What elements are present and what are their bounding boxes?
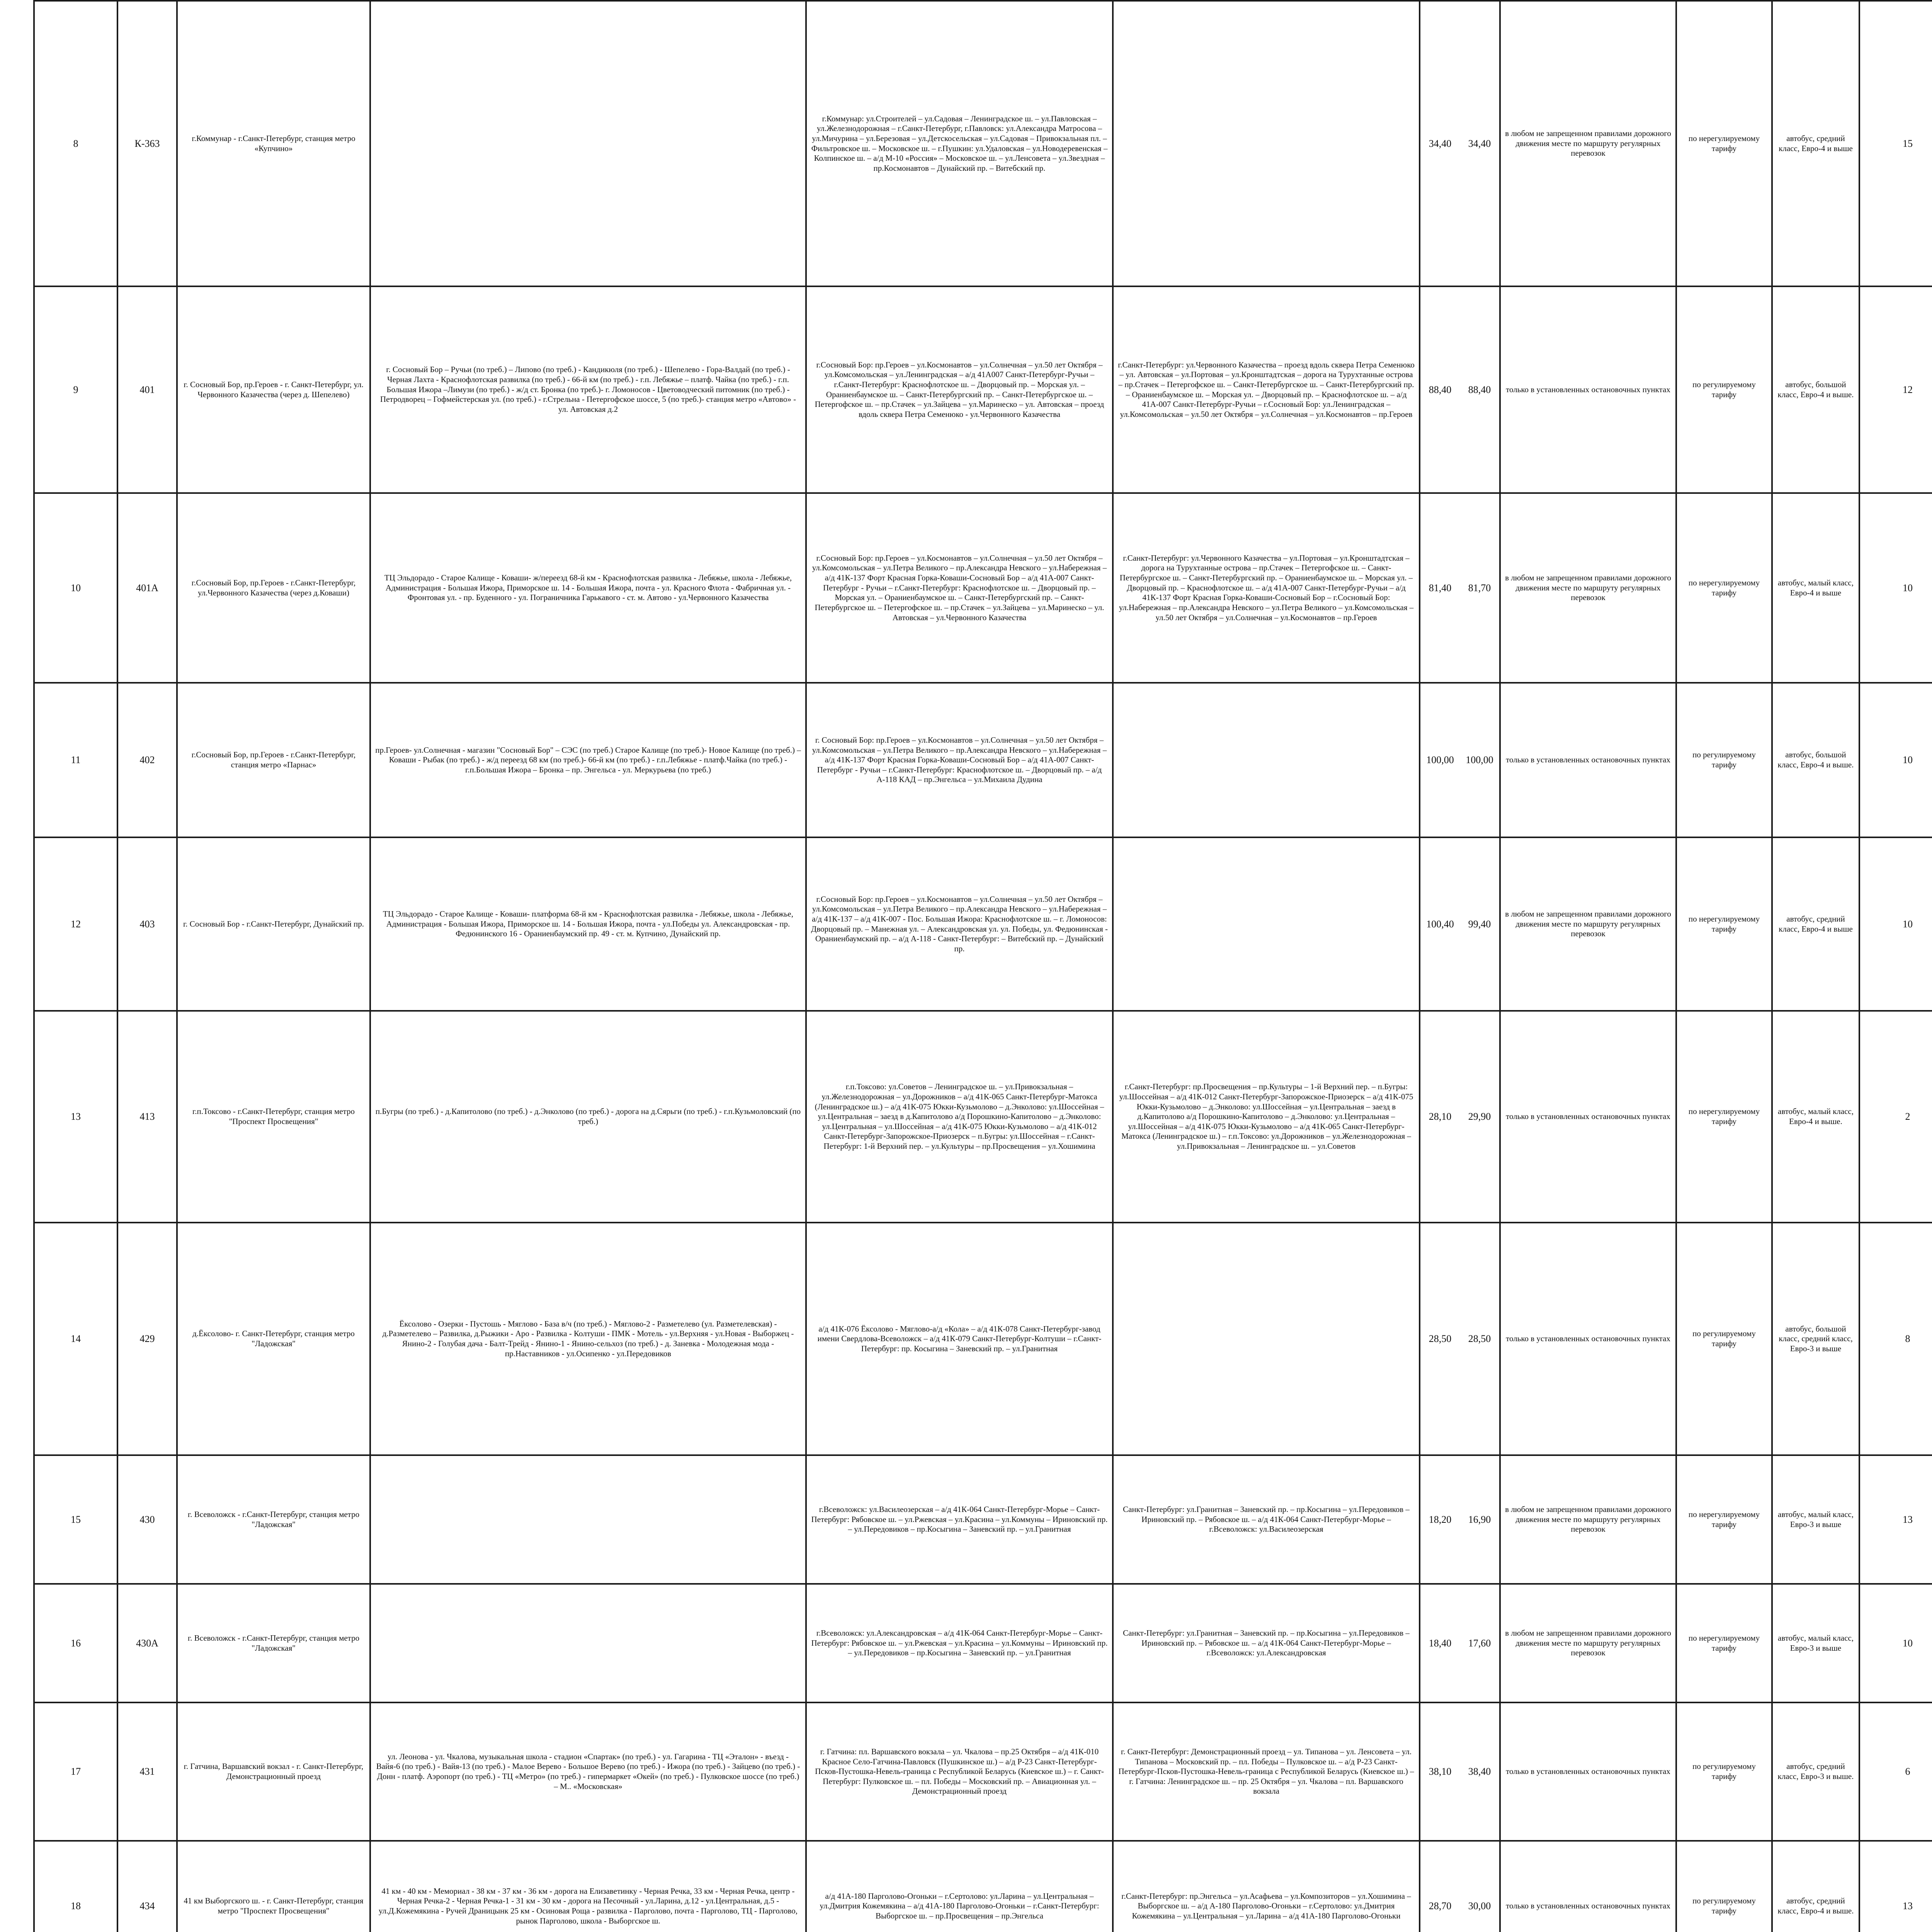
intermediate-stops: г. Сосновый Бор – Ручьи (по треб.) – Липово (по треб.) - Кандикюля (по треб.) - Шепелево - Гора-Валдай (по треб.) - Черная Лахта - Краснофлотская развилка (по треб.) - 66-й км (по треб.) - г.п. Лебяжье – платф. Чайка (по треб.) - г.п. Большая Ижора –Лимузи (по треб.) - ж/д ст. Бронка (по треб.)- г. Ломоносов - Цветоводческий питомник (по треб.) - Петродворец – Гофмейстерская ул. (по треб.) - г.Стрельна - Петергофское шоссе, 5 (по треб.)- станция метро «Автово» - ул. Автовская д.2 [370,286,806,493]
row-number: 8 [34,1,117,286]
streets-forward: г.п.Токсово: ул.Советов – Ленинградское ш. – ул.Привокзальная – ул.Железнодорожная – ул.Дорожников – а/д 41К-065 Санкт-Петербург-Матокса (Ленинградское ш.) – а/д 41К-075 Юкки-Кузьмолово – д.Энколово: ул.Шоссейная – ул.Центральная – заезд в д.Капитолово а/д Порошкино-Капитолово – д.Энколово: ул.Центральная – ул.Шоссейная – а/д 41К-075 Юкки-Кузьмолово – а/д 41К-012 Санкт-Петербург-Запорожское-Приозерск – п.Бугры: ул.Шоссейная – г.Санкт-Петербург: 1-й Верхний пер. – ул.Культуры – пр.Просвещения – ул.Хошимина [806,1011,1113,1223]
streets-backward [1113,1223,1420,1455]
row-number: 16 [34,1584,117,1702]
streets-forward: а/д 41А-180 Парголово-Огоньки – г.Сертолово: ул.Ларина – ул.Центральная – ул.Дмитрия Кожемякина – а/д 41А-180 Парголово-Огоньки – г.Санкт-Петербург: Выборгское ш. – пр.Просвещения – пр.Энгельса [806,1841,1113,1932]
streets-backward: г. Санкт-Петербург: Демонстрационный проезд – ул. Типанова – ул. Ленсовета – ул. Типанова – Московский пр. – пл. Победы – Пулковское ш. – а/д Р-23 Санкт-Петербург-Псков-Пустошка-Невель-граница с Республикой Беларусь (Киевское ш.) – г. Гатчина: Ленинградское ш. – пр. 25 Октября – ул. Чкалова – пл. Варшавского вокзала [1113,1702,1420,1841]
length-backward: 28,50 [1460,1223,1500,1455]
route-number: 431 [117,1702,177,1841]
intermediate-stops: ТЦ Эльдорадо - Старое Калище - Коваши- ж/переезд 68-й км - Краснофлотская развилка - Лебяжье, школа - Лебяжье, Администрация - Большая Ижора, Приморское ш. 14 - Большая Ижора, почта - ул. Красного Флота - Фабричная ул. - Фронтовая ул. - пр. Буденного - ул. Пограничника Гарькавого - ст. м. Автово - ул.Червонного Казачества [370,493,806,683]
table-row [34,1702,1932,1841]
table-row [34,1455,1932,1584]
streets-backward: г.Санкт-Петербург: ул.Червонного Казачества – проезд вдоль сквера Петра Семенюко – ул. Автовская – ул.Портовая – ул.Кронштадтская – дорога на Турухтанные острова – пр.Стачек – Петергофское ш. – Санкт-Петербургское ш. – Санкт-Петербургский пр. – Ораниенбаумское ш. – Морская ул. – Дворцовый пр. – Краснофлотское ш. – а/д 41А-007 Санкт-Петербург-Ручьи – г.Сосновый Бор: ул.Ленинградская – ул.Комсомольская – ул.50 лет Октября – ул.Солнечная – ул.Космонавтов – пр.Героев [1113,286,1420,493]
tariff-type: по регулируемому тарифу [1676,1223,1772,1455]
boarding-order: в любом не запрещенном правилами дорожного движения месте по маршруту регулярных перевозок [1500,1584,1676,1702]
route-name: г. Всеволожск - г.Санкт-Петербург, станция метро "Ладожская" [177,1584,370,1702]
length-backward: 34,40 [1460,1,1500,286]
streets-forward: г. Гатчина: пл. Варшавского вокзала – ул. Чкалова – пр.25 Октября – а/д 41К-010 Красное Село-Гатчина-Павловск (Пушкинское ш.) – а/д Р-23 Санкт-Петербург-Псков-Пустошка-Невель-граница с Республикой Беларусь (Киевское ш.) – г. Санкт-Петербург: Пулковское ш. – пл. Победы – Московский пр. – Авиационная ул. – Демонстрационный проезд [806,1702,1113,1841]
route-number: 434 [117,1841,177,1932]
length-forward: 81,40 [1420,493,1460,683]
route-name: г.Коммунар - г.Санкт-Петербург, станция метро «Купчино» [177,1,370,286]
vehicle-class: автобус, большой класс, Евро-4 и выше. [1772,286,1859,493]
boarding-order: только в установленных остановочных пунктах [1500,286,1676,493]
vehicle-count: 15 [1859,1,1932,286]
length-forward: 100,00 [1420,683,1460,837]
streets-forward: г.Сосновый Бор: пр.Героев – ул.Космонавтов – ул.Солнечная – ул.50 лет Октября – ул.Комсомольская – ул.Петра Великого – пр.Александра Невского – ул.Набережная – а/д 41К-137 – а/д 41К-007 - Пос. Большая Ижора: Краснофлотское ш. – г. Ломоносов: Дворцовый пр. – Манежная ул. – Александровская ул. ул. Победы, ул. Федюнинская - Ораниенбаумский пр. – а/д А-118 - Санкт-Петербург: – Витебский пр. – Дунайский пр. [806,837,1113,1011]
intermediate-stops: Ёксолово - Озерки - Пустошь - Мяглово - База в/ч (по треб.) - Мяглово-2 - Разметелево (ул. Разметелевская) - д.Разметелево – Развилка, д.Рыжики - Аро - Развилка - Колтуши - ПМК - Мотель - ул.Верхняя - ул.Новая - Выборжец - Янино-2 - Голубая дача - Балт-Трейд - Янино-1 - Янино-сельхоз (по треб.) - д. Заневка - Молодежная мода - пр.Наставников - ул.Осипенко - ул.Передовиков [370,1223,806,1455]
vehicle-class: автобус, средний класс, Евро-4 и выше [1772,837,1859,1011]
vehicle-class: автобус, средний класс, Евро-3 и выше. [1772,1702,1859,1841]
vehicle-class: автобус, малый класс, Евро-4 и выше. [1772,1011,1859,1223]
route-name: г.Сосновый Бор, пр.Героев - г.Санкт-Петербург, ул.Червонного Казачества (через д.Коваши) [177,493,370,683]
streets-forward: г.Коммунар: ул.Строителей – ул.Садовая – Ленинградское ш. – ул.Павловская – ул.Железнодорожная – г.Санкт-Петербург, г.Павловск: ул.Александра Матросова – ул.Мичурина – ул.Березовая – ул.Детскосельская – ул.Садовая – Привокзальная пл. – Фильтровское ш. – Московское ш. – г.Пушкин: ул.Удаловская – ул.Новодеревенская – Колпинское ш. – а/д М-10 «Россия» – Московское ш. – ул.Ленсовета – ул.Звездная – пр.Космонавтов – Дунайский пр. – Витебский пр. [806,1,1113,286]
streets-forward: а/д 41К-076 Ёксолово - Мяглово-а/д «Кола» – а/д 41К-078 Санкт-Петербург-завод имени Свердлова-Всеволожск – а/д 41К-079 Санкт-Петербург-Колтуши – г.Санкт-Петербург: пр. Косыгина – Заневский пр. – ул.Гранитная [806,1223,1113,1455]
route-number: 403 [117,837,177,1011]
table-row [34,286,1932,493]
vehicle-count: 12 [1859,286,1932,493]
tariff-type: по нерегулируемому тарифу [1676,493,1772,683]
tariff-type: по регулируемому тарифу [1676,1702,1772,1841]
streets-backward: Санкт-Петербург: ул.Гранитная – Заневский пр. – пр.Косыгина – ул.Передовиков – Ириновский пр. – Рябовское ш. – а/д 41К-064 Санкт-Петербург-Морье – г.Всеволожск: ул.Александровская [1113,1584,1420,1702]
boarding-order: в любом не запрещенном правилами дорожного движения месте по маршруту регулярных перевозок [1500,493,1676,683]
vehicle-class: автобус, большой класс, средний класс, Евро-3 и выше [1772,1223,1859,1455]
route-name: г. Сосновый Бор - г.Санкт-Петербург, Дунайский пр. [177,837,370,1011]
tariff-type: по нерегулируемому тарифу [1676,1455,1772,1584]
route-name: г.Сосновый Бор, пр.Героев - г.Санкт-Петербург, станция метро «Парнас» [177,683,370,837]
length-backward: 17,60 [1460,1584,1500,1702]
route-number: 402 [117,683,177,837]
table-row [34,1,1932,286]
intermediate-stops: пр.Героев- ул.Солнечная - магазин "Сосновый Бор" – СЭС (по треб.) Старое Калище (по треб.)- Новое Калище (по треб.) – Коваши - Рыбак (по треб.) - ж/д переезд 68 км (по треб.)- 66-й км (по треб.) - г.п.Лебяжье - платф.Чайка (по треб.) - г.п.Большая Ижора – Бронка – пр. Энгельса - ул. Меркурьева (по треб.) [370,683,806,837]
tariff-type: по нерегулируемому тарифу [1676,1,1772,286]
route-number: 413 [117,1011,177,1223]
vehicle-class: автобус, малый класс, Евро-3 и выше [1772,1584,1859,1702]
vehicle-class: автобус, средний класс, Евро-4 и выше. [1772,1841,1859,1932]
route-number: 430 [117,1455,177,1584]
streets-forward: г.Всеволожск: ул.Александровская – а/д 41К-064 Санкт-Петербург-Морье – Санкт-Петербург: Рябовское ш. – ул.Ржевская – ул.Красина – ул.Коммуны – Ириновский пр. – ул.Передовиков – пр.Косыгина – Заневский пр. – ул.Гранитная [806,1584,1113,1702]
streets-backward: г.Санкт-Петербург: ул.Червонного Казачества – ул.Портовая – ул.Кронштадтская – дорога на Турухтанные острова – пр.Стачек – Петергофское ш. – Санкт-Петербургское ш. – Санкт-Петербургский пр. – Ораниенбаумское ш. – Морская ул. – Дворцовый пр. – Краснофлотское ш. – а/д 41А-007 Санкт-Петербург-Ручьи – а/д 41К-137 Форт Красная Горка-Коваши-Сосновый Бор – г.Сосновый Бор: ул.Набережная – пр.Александра Невского – ул.Петра Великого – ул.Комсомольская – ул.50 лет Октября – ул.Солнечная – ул.Космонавтов – пр.Героев [1113,493,1420,683]
route-name: д.Ёксолово- г. Санкт-Петербург, станция метро "Ладожская" [177,1223,370,1455]
row-number: 10 [34,493,117,683]
vehicle-count: 2 [1859,1011,1932,1223]
vehicle-class: автобус, малый класс, Евро-3 и выше [1772,1455,1859,1584]
intermediate-stops [370,1455,806,1584]
vehicle-class: автобус, большой класс, Евро-4 и выше. [1772,683,1859,837]
intermediate-stops [370,1584,806,1702]
length-forward: 34,40 [1420,1,1460,286]
route-number: 430А [117,1584,177,1702]
vehicle-class: автобус, малый класс, Евро-4 и выше [1772,493,1859,683]
row-number: 9 [34,286,117,493]
vehicle-count: 13 [1859,1841,1932,1932]
length-forward: 100,40 [1420,837,1460,1011]
route-name: г. Гатчина, Варшавский вокзал - г. Санкт-Петербург, Демонстрационный проезд [177,1702,370,1841]
streets-forward: г. Сосновый Бор: пр.Героев – ул.Космонавтов – ул.Солнечная – ул.50 лет Октября – ул.Комсомольская – ул.Петра Великого – пр.Александра Невского – ул.Набережная – а/д 41К-137 Форт Красная Горка-Коваши-Сосновый Бор – а/д 41А-007 Санкт-Петербург - Ручьи – г.Санкт-Петербург: Краснофлотское ш. – Дворцовый пр. – а/д А-118 КАД – пр.Энгельса – ул.Михаила Дудина [806,683,1113,837]
route-name: г. Сосновый Бор, пр.Героев - г. Санкт-Петербург, ул. Червонного Казачества (через д. Шепелево) [177,286,370,493]
length-forward: 18,40 [1420,1584,1460,1702]
length-backward: 99,40 [1460,837,1500,1011]
boarding-order: только в установленных остановочных пунктах [1500,1223,1676,1455]
row-number: 17 [34,1702,117,1841]
boarding-order: только в установленных остановочных пунктах [1500,683,1676,837]
length-backward: 16,90 [1460,1455,1500,1584]
length-backward: 81,70 [1460,493,1500,683]
streets-forward: г.Сосновый Бор: пр.Героев – ул.Космонавтов – ул.Солнечная – ул.50 лет Октября – ул.Комсомольская – ул.Ленинградская – а/д 41А007 Санкт-Петербург-Ручьи – г.Санкт-Петербург: Краснофлотское ш. – Дворцовый пр. – Морская ул. – Ораниенбаумское ш. – Санкт-Петербургский пр. – Санкт-Петербургское ш. – Петергофское ш. – пр.Стачек – ул.Зайцева – ул.Маринеско – ул. Автовская – проезд вдоль сквера Петра Семенюко - ул.Червонного Казачества [806,286,1113,493]
length-forward: 28,50 [1420,1223,1460,1455]
tariff-type: по нерегулируемому тарифу [1676,1584,1772,1702]
length-forward: 28,10 [1420,1011,1460,1223]
table-row [34,1011,1932,1223]
length-backward: 100,00 [1460,683,1500,837]
vehicle-count: 10 [1859,837,1932,1011]
row-number: 18 [34,1841,117,1932]
boarding-order: в любом не запрещенном правилами дорожного движения месте по маршруту регулярных перевозок [1500,837,1676,1011]
length-backward: 88,40 [1460,286,1500,493]
boarding-order: только в установленных остановочных пунктах [1500,1702,1676,1841]
table-row [34,1584,1932,1702]
row-number: 15 [34,1455,117,1584]
table-row [34,683,1932,837]
vehicle-count: 10 [1859,683,1932,837]
tariff-type: по нерегулируемому тарифу [1676,1011,1772,1223]
vehicle-count: 10 [1859,1584,1932,1702]
boarding-order: в любом не запрещенном правилами дорожного движения месте по маршруту регулярных перевозок [1500,1455,1676,1584]
route-name: 41 км Выборгского ш. - г. Санкт-Петербург, станция метро "Проспект Просвещения" [177,1841,370,1932]
intermediate-stops: 41 км - 40 км - Мемориал - 38 км - 37 км - 36 км - дорога на Елизаветинку - Черная Речка, 33 км - Черная Речка, центр - Черная Речка-2 - Черная Речка-1 - 31 км - 30 км - дорога на Песочный - ул.Ларина, д.12 - ул.Центральная, д.5 - ул.Д.Кожемякина - Ручей Драницынк 25 км - Осиновая Роща - развилка - Парголово, почта - Парголово, ТЦ - Парголово, рынок Парголово, школа - Выборгское ш. [370,1841,806,1932]
length-forward: 88,40 [1420,286,1460,493]
tariff-type: по регулируемому тарифу [1676,683,1772,837]
length-forward: 28,70 [1420,1841,1460,1932]
streets-forward: г.Всеволожск: ул.Василеозерская – а/д 41К-064 Санкт-Петербург-Морье – Санкт-Петербург: Рябовское ш. – ул.Ржевская – ул.Красина – ул.Коммуны – Ириновский пр. – ул.Передовиков – пр.Косыгина – Заневский пр. – ул.Гранитная [806,1455,1113,1584]
streets-backward [1113,1,1420,286]
tariff-type: по регулируемому тарифу [1676,286,1772,493]
length-forward: 38,10 [1420,1702,1460,1841]
row-number: 12 [34,837,117,1011]
intermediate-stops [370,1,806,286]
route-number: 429 [117,1223,177,1455]
tariff-type: по регулируемому тарифу [1676,1841,1772,1932]
boarding-order: только в установленных остановочных пунктах [1500,1011,1676,1223]
streets-backward: г.Санкт-Петербург: пр.Энгельса – ул.Асафьева – ул.Композиторов – ул.Хошимина –Выборгское ш. – а/д А-180 Парголово-Огоньки – г.Сертолово: ул.Дмитрия Кожемякина – ул.Центральная – ул.Ларина – а/д 41А-180 Парголово-Огоньки [1113,1841,1420,1932]
table-row [34,837,1932,1011]
boarding-order: в любом не запрещенном правилами дорожного движения месте по маршруту регулярных перевозок [1500,1,1676,286]
vehicle-count: 10 [1859,493,1932,683]
route-number: 401 [117,286,177,493]
streets-backward [1113,837,1420,1011]
vehicle-count: 6 [1859,1702,1932,1841]
intermediate-stops: ТЦ Эльдорадо - Старое Калище - Коваши- платформа 68-й км - Краснофлотская развилка - Лебяжье, школа - Лебяжье, Администрация - Большая Ижора, Приморское ш. 14 - Большая Ижора, почта - ул.Победы ул. Александровская - пр. Федюнинского 16 - Ораниенбаумский пр. 49 - ст. м. Купчино, Дунайский пр. [370,837,806,1011]
route-number: 401А [117,493,177,683]
row-number: 13 [34,1011,117,1223]
route-name: г.п.Токсово - г.Санкт-Петербург, станция метро "Проспект Просвещения" [177,1011,370,1223]
tariff-type: по нерегулируемому тарифу [1676,837,1772,1011]
route-number: К-363 [117,1,177,286]
vehicle-count: 8 [1859,1223,1932,1455]
row-number: 14 [34,1223,117,1455]
streets-forward: г.Сосновый Бор: пр.Героев – ул.Космонавтов – ул.Солнечная – ул.50 лет Октября – ул.Комсомольская – ул.Петра Великого – пр.Александра Невского – ул.Набережная – а/д 41К-137 Форт Красная Горка-Коваши-Сосновый Бор – а/д 41А-007 Санкт-Петербург - Ручьи – г.Санкт-Петербург: Краснофлотское ш. – Дворцовый пр. – Морская ул. – Ораниенбаумское ш. – Санкт-Петербургский пр. – Санкт-Петербургское ш. – Петергофское ш. – пр.Стачек – ул.Зайцева – ул.Маринеско – ул. Автовская – ул.Червонного Казачества [806,493,1113,683]
intermediate-stops: п.Бугры (по треб.) - д.Капитолово (по треб.) - д.Энколово (по треб.) - дорога на д.Сярьги (по треб.) - г.п.Кузьмоловский (по треб.) [370,1011,806,1223]
length-backward: 30,00 [1460,1841,1500,1932]
table-row [34,1841,1932,1932]
vehicle-count: 13 [1859,1455,1932,1584]
streets-backward: г.Санкт-Петербург: пр.Просвещения – пр.Культуры – 1-й Верхний пер. – п.Бугры: ул.Шоссейная – а/д 41К-012 Санкт-Петербург-Запорожское-Приозерск – а/д 41К-075 Юкки-Кузьмолово – д.Энколово: ул.Шоссейная – ул.Центральная – заезд в д.Капитолово а/д Порошкино-Капитолово – д.Энколово: ул.Центральная – ул.Шоссейная – а/д 41К-075 Юкки-Кузьмолово – а/д 41К-065 Санкт-Петербург-Матокса (Ленинградское ш.) – г.п.Токсово: ул.Дорожников – ул.Железнодорожная – ул.Привокзальная – Ленинградское ш. – ул.Советов [1113,1011,1420,1223]
streets-backward [1113,683,1420,837]
vehicle-class: автобус, средний класс, Евро-4 и выше [1772,1,1859,286]
routes-register-table [33,0,1932,1932]
streets-backward: Санкт-Петербург: ул.Гранитная – Заневский пр. – пр.Косыгина – ул.Передовиков – Ириновский пр. – Рябовское ш. – а/д 41К-064 Санкт-Петербург-Морье – г.Всеволожск: ул.Василеозерская [1113,1455,1420,1584]
route-name: г. Всеволожск - г.Санкт-Петербург, станция метро "Ладожская" [177,1455,370,1584]
boarding-order: только в установленных остановочных пунктах [1500,1841,1676,1932]
intermediate-stops: ул. Леонова - ул. Чкалова, музыкальная школа - стадион «Спартак» (по треб.) - ул. Гагарина - ТЦ «Эталон» - въезд - Вайя-6 (по треб.) - Вайя-13 (по треб.) - Малое Верево - Большое Верево (по треб.) - Ижора (по треб.) - Зайцево (по треб.) - Донн - платф. Аэропорт (по треб.) - ТЦ «Метро» (по треб.) - гипермаркет «Окей» (по треб.) - Пулковское шоссе (по треб.) – М.. «Московская» [370,1702,806,1841]
length-backward: 38,40 [1460,1702,1500,1841]
length-backward: 29,90 [1460,1011,1500,1223]
length-forward: 18,20 [1420,1455,1460,1584]
table-row [34,493,1932,683]
row-number: 11 [34,683,117,837]
table-row [34,1223,1932,1455]
